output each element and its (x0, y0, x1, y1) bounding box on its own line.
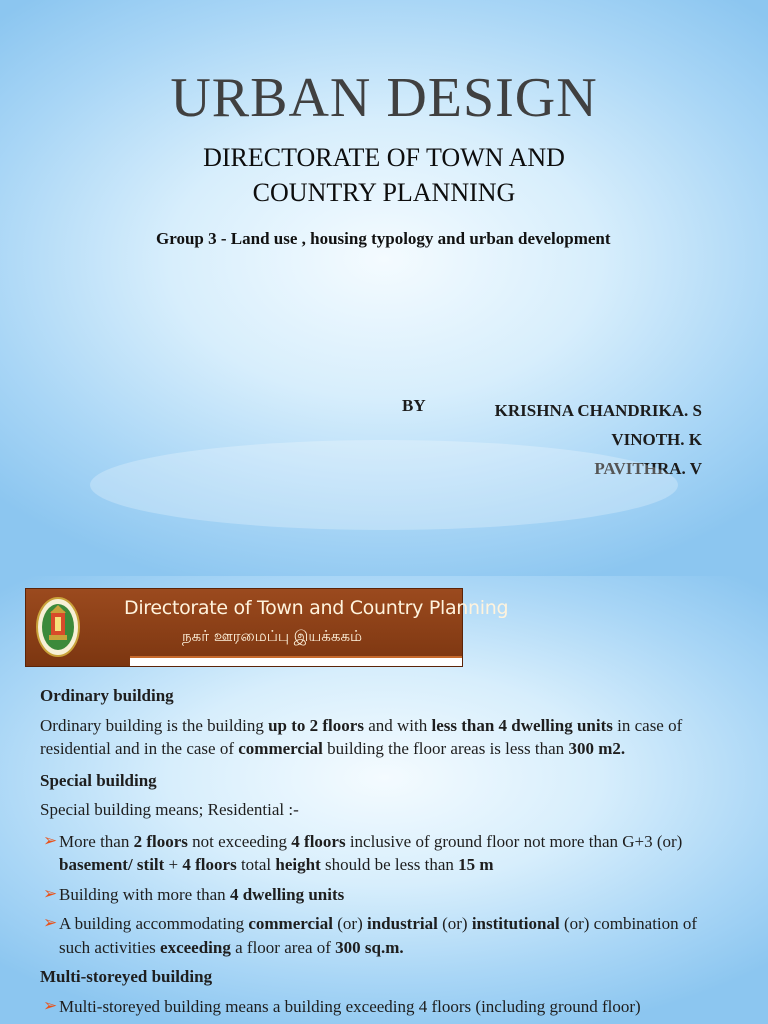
arrow-bullet-icon: ➢ (43, 830, 58, 851)
special-building-intro: Special building means; Residential :- (40, 800, 299, 819)
tamil-nadu-emblem-icon (36, 597, 80, 657)
text-run: a floor area of (230, 937, 336, 957)
by-label: BY (402, 396, 426, 415)
text-run-bold: commercial (248, 914, 333, 933)
text-run-bold: 15 m (458, 855, 494, 874)
text-run-bold: institutional (471, 914, 560, 933)
text-run-bold: up to 2 floors (268, 715, 364, 735)
group-description: Group 3 - Land use , housing typology and urban development (156, 229, 611, 248)
text-run: (or) (333, 914, 367, 933)
text-run: total (236, 855, 276, 874)
ordinary-building-text (40, 714, 730, 761)
slide-body (40, 684, 730, 1024)
text-run: not exceeding (187, 831, 292, 851)
list-item (40, 883, 730, 907)
logo-tamil-text: நகர் ஊரமைப்பு இயக்ககம் (182, 627, 363, 645)
slide-subtitle (0, 140, 768, 210)
author-list (495, 396, 702, 483)
special-building-heading: Special building (40, 770, 157, 790)
text-run-bold: height (275, 855, 321, 874)
subtitle-line-1: DIRECTORATE OF TOWN AND (203, 143, 565, 172)
text-run: A building accommodating (59, 914, 249, 933)
arrow-bullet-icon: ➢ (43, 995, 58, 1016)
author-name: PAVITHRA. V (594, 459, 702, 478)
list-item (40, 995, 730, 1019)
text-run: Building with more than (59, 884, 230, 904)
text-run-bold: industrial (366, 914, 438, 933)
author-name: KRISHNA CHANDRIKA. S (494, 401, 702, 420)
text-run: should be less than (320, 855, 459, 874)
text-run: Ordinary building is the building (40, 715, 269, 735)
ordinary-building-heading: Ordinary building (40, 686, 174, 705)
text-run-bold: less than 4 dwelling units (431, 715, 613, 735)
text-run-bold: exceeding (160, 937, 231, 957)
text-run-bold: 300 sq.m. (335, 937, 404, 957)
dtcp-logo-banner (25, 588, 509, 667)
logo-english-text: Directorate of Town and Country Planning (124, 597, 509, 619)
arrow-bullet-icon: ➢ (43, 883, 58, 904)
text-run: in case of residential and in the case of (40, 715, 683, 758)
text-run-bold: commercial (238, 739, 323, 758)
text-run: building the floor areas is less than (322, 739, 569, 758)
author-name: VINOTH. K (611, 430, 702, 449)
text-run-bold: 4 floors (291, 831, 346, 851)
text-run: (or) combination of such activities (59, 914, 698, 957)
text-run: More than (59, 831, 134, 851)
subtitle-line-2: COUNTRY PLANNING (252, 178, 516, 207)
content-slide (0, 576, 768, 1024)
logo-underline (130, 656, 462, 666)
text-run: and with (363, 715, 432, 735)
text-run: (or) (437, 914, 472, 933)
text-run-bold: 4 floors (182, 855, 237, 874)
text-run-bold: 4 dwelling units (229, 884, 345, 904)
arrow-bullet-icon: ➢ (43, 913, 58, 933)
list-item (40, 830, 730, 877)
multi-storeyed-building-heading: Multi-storeyed building (40, 967, 213, 986)
text-run: + (164, 855, 183, 874)
slide-title: URBAN DESIGN (170, 67, 598, 129)
text-run: inclusive of ground floor not more than G+3 (or) (345, 831, 683, 851)
text-run-bold: 2 floors (133, 831, 188, 851)
text-run: Multi-storeyed building means a building exceeding 4 floors (including ground floor) (59, 996, 641, 1016)
text-run-bold: 300 m2. (568, 739, 626, 758)
list-item (40, 912, 730, 959)
text-run-bold: basement/ stilt (59, 855, 165, 874)
